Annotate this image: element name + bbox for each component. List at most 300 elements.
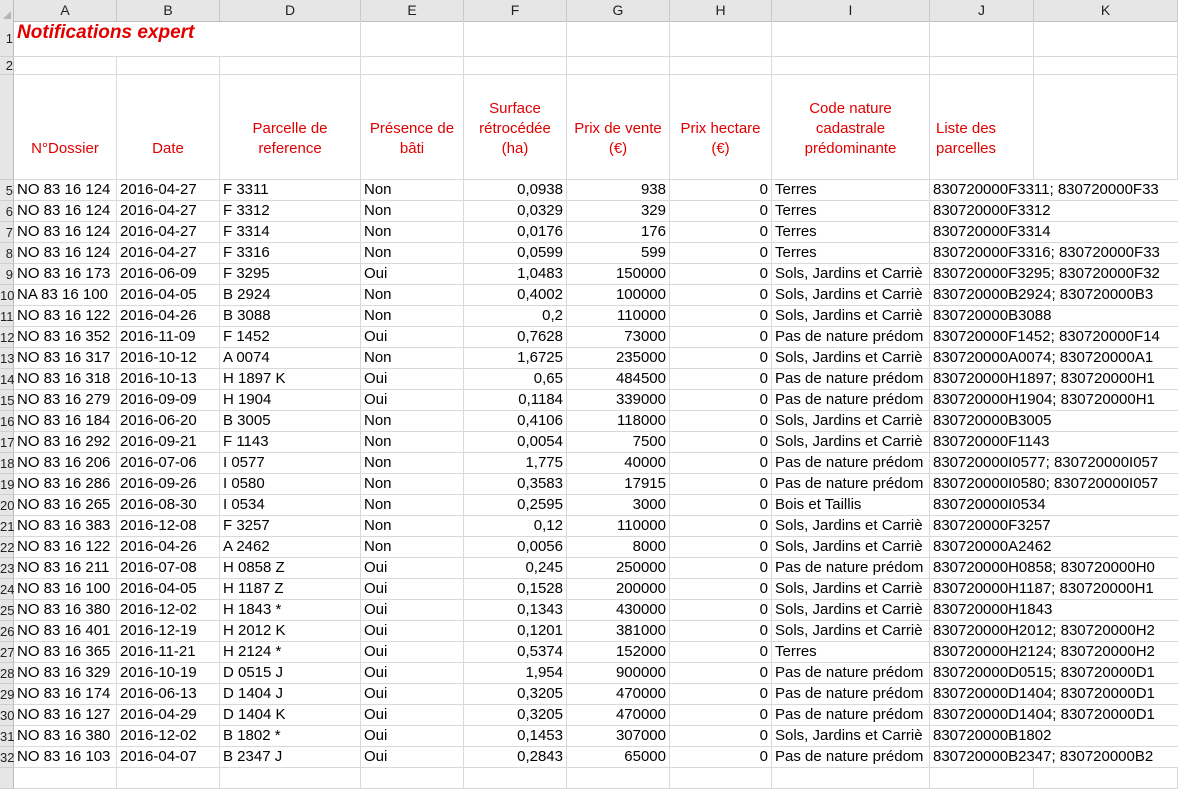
date-cell[interactable]: 2016-04-29 bbox=[117, 705, 220, 726]
dossier-cell[interactable]: NO 83 16 127 bbox=[14, 705, 117, 726]
bati-cell[interactable]: Oui bbox=[361, 264, 464, 285]
dossier-cell[interactable]: NO 83 16 380 bbox=[14, 726, 117, 747]
surface-cell[interactable]: 0,12 bbox=[464, 516, 567, 537]
bati-cell[interactable]: Oui bbox=[361, 327, 464, 348]
empty-cell[interactable] bbox=[464, 57, 567, 75]
surface-cell[interactable]: 0,5374 bbox=[464, 642, 567, 663]
surface-cell[interactable]: 0,1528 bbox=[464, 579, 567, 600]
liste-cell[interactable]: 830720000H2012; 830720000H2 bbox=[930, 621, 1178, 642]
prix-hectare-cell[interactable]: 0 bbox=[670, 306, 772, 327]
liste-cell[interactable]: 830720000D1404; 830720000D1 bbox=[930, 684, 1178, 705]
column-header-i[interactable]: I bbox=[772, 0, 930, 21]
bati-cell[interactable]: Non bbox=[361, 306, 464, 327]
surface-cell[interactable]: 0,1184 bbox=[464, 390, 567, 411]
dossier-cell[interactable]: NO 83 16 365 bbox=[14, 642, 117, 663]
row-header[interactable]: 10 bbox=[0, 285, 14, 306]
prix-hectare-cell[interactable]: 0 bbox=[670, 222, 772, 243]
row-header[interactable]: 30 bbox=[0, 705, 14, 726]
empty-cell[interactable] bbox=[220, 21, 361, 57]
empty-cell[interactable] bbox=[464, 21, 567, 57]
parcelle-cell[interactable]: D 0515 J bbox=[220, 663, 361, 684]
parcelle-cell[interactable]: H 2124 * bbox=[220, 642, 361, 663]
date-cell[interactable]: 2016-10-12 bbox=[117, 348, 220, 369]
empty-cell[interactable] bbox=[14, 768, 117, 789]
date-cell[interactable]: 2016-04-26 bbox=[117, 306, 220, 327]
prix-hectare-cell[interactable]: 0 bbox=[670, 411, 772, 432]
parcelle-cell[interactable]: H 2012 K bbox=[220, 621, 361, 642]
bati-cell[interactable]: Non bbox=[361, 411, 464, 432]
dossier-cell[interactable]: NO 83 16 124 bbox=[14, 201, 117, 222]
empty-cell[interactable] bbox=[670, 21, 772, 57]
bati-cell[interactable]: Oui bbox=[361, 684, 464, 705]
row-header[interactable]: 15 bbox=[0, 390, 14, 411]
date-cell[interactable]: 2016-06-20 bbox=[117, 411, 220, 432]
parcelle-cell[interactable]: A 0074 bbox=[220, 348, 361, 369]
surface-cell[interactable]: 0,2843 bbox=[464, 747, 567, 768]
row-header[interactable]: 11 bbox=[0, 306, 14, 327]
liste-cell[interactable]: 830720000H2124; 830720000H2 bbox=[930, 642, 1178, 663]
prix-cell[interactable]: 100000 bbox=[567, 285, 670, 306]
date-cell[interactable]: 2016-10-19 bbox=[117, 663, 220, 684]
bati-cell[interactable]: Non bbox=[361, 243, 464, 264]
prix-cell[interactable]: 73000 bbox=[567, 327, 670, 348]
liste-cell[interactable]: 830720000H1897; 830720000H1 bbox=[930, 369, 1178, 390]
row-header[interactable]: 2 bbox=[0, 57, 14, 75]
prix-cell[interactable]: 17915 bbox=[567, 474, 670, 495]
dossier-cell[interactable]: NO 83 16 383 bbox=[14, 516, 117, 537]
surface-cell[interactable]: 0,7628 bbox=[464, 327, 567, 348]
date-cell[interactable]: 2016-04-27 bbox=[117, 180, 220, 201]
prix-hectare-cell[interactable]: 0 bbox=[670, 432, 772, 453]
parcelle-cell[interactable]: D 1404 K bbox=[220, 705, 361, 726]
prix-cell[interactable]: 470000 bbox=[567, 684, 670, 705]
bati-cell[interactable]: Non bbox=[361, 201, 464, 222]
row-header[interactable]: 26 bbox=[0, 621, 14, 642]
nature-cell[interactable]: Sols, Jardins et Carriè bbox=[772, 411, 930, 432]
prix-hectare-cell[interactable]: 0 bbox=[670, 684, 772, 705]
nature-cell[interactable]: Pas de nature prédom bbox=[772, 705, 930, 726]
liste-cell[interactable]: 830720000F3314 bbox=[930, 222, 1178, 243]
date-cell[interactable]: 2016-11-09 bbox=[117, 327, 220, 348]
dossier-cell[interactable]: NO 83 16 122 bbox=[14, 306, 117, 327]
parcelle-cell[interactable]: B 1802 * bbox=[220, 726, 361, 747]
prix-hectare-cell[interactable]: 0 bbox=[670, 264, 772, 285]
date-cell[interactable]: 2016-12-08 bbox=[117, 516, 220, 537]
row-header[interactable]: 1 bbox=[0, 21, 14, 57]
nature-cell[interactable]: Sols, Jardins et Carriè bbox=[772, 432, 930, 453]
liste-cell[interactable]: 830720000F1452; 830720000F14 bbox=[930, 327, 1178, 348]
empty-cell[interactable] bbox=[772, 21, 930, 57]
nature-cell[interactable]: Terres bbox=[772, 222, 930, 243]
surface-cell[interactable]: 0,1343 bbox=[464, 600, 567, 621]
liste-cell[interactable]: 830720000B2347; 830720000B2 bbox=[930, 747, 1178, 768]
empty-cell[interactable] bbox=[1034, 75, 1178, 180]
liste-cell[interactable]: 830720000I0577; 830720000I057 bbox=[930, 453, 1178, 474]
surface-cell[interactable]: 0,65 bbox=[464, 369, 567, 390]
bati-cell[interactable]: Oui bbox=[361, 369, 464, 390]
date-cell[interactable]: 2016-04-05 bbox=[117, 285, 220, 306]
liste-cell[interactable]: 830720000H1904; 830720000H1 bbox=[930, 390, 1178, 411]
prix-hectare-cell[interactable]: 0 bbox=[670, 663, 772, 684]
prix-cell[interactable]: 150000 bbox=[567, 264, 670, 285]
nature-cell[interactable]: Pas de nature prédom bbox=[772, 558, 930, 579]
surface-cell[interactable]: 0,3205 bbox=[464, 705, 567, 726]
bati-cell[interactable]: Oui bbox=[361, 558, 464, 579]
liste-cell[interactable]: 830720000F3257 bbox=[930, 516, 1178, 537]
row-header[interactable]: 9 bbox=[0, 264, 14, 285]
row-header[interactable]: 18 bbox=[0, 453, 14, 474]
nature-cell[interactable]: Terres bbox=[772, 243, 930, 264]
parcelle-cell[interactable]: I 0577 bbox=[220, 453, 361, 474]
prix-hectare-cell[interactable]: 0 bbox=[670, 600, 772, 621]
column-header-e[interactable]: E bbox=[361, 0, 464, 21]
date-cell[interactable]: 2016-04-26 bbox=[117, 537, 220, 558]
row-header[interactable]: 8 bbox=[0, 243, 14, 264]
bati-cell[interactable]: Non bbox=[361, 495, 464, 516]
bati-cell[interactable]: Non bbox=[361, 516, 464, 537]
row-header[interactable]: 29 bbox=[0, 684, 14, 705]
prix-cell[interactable]: 484500 bbox=[567, 369, 670, 390]
row-header[interactable]: 21 bbox=[0, 516, 14, 537]
bati-cell[interactable]: Oui bbox=[361, 621, 464, 642]
prix-hectare-cell[interactable]: 0 bbox=[670, 369, 772, 390]
nature-cell[interactable]: Terres bbox=[772, 180, 930, 201]
row-header[interactable]: 5 bbox=[0, 180, 14, 201]
nature-cell[interactable]: Sols, Jardins et Carriè bbox=[772, 726, 930, 747]
dossier-cell[interactable]: NA 83 16 100 bbox=[14, 285, 117, 306]
prix-cell[interactable]: 8000 bbox=[567, 537, 670, 558]
column-header-g[interactable]: G bbox=[567, 0, 670, 21]
bati-cell[interactable]: Non bbox=[361, 432, 464, 453]
row-header[interactable]: 23 bbox=[0, 558, 14, 579]
prix-cell[interactable]: 900000 bbox=[567, 663, 670, 684]
prix-cell[interactable]: 329 bbox=[567, 201, 670, 222]
row-header[interactable]: 6 bbox=[0, 201, 14, 222]
bati-cell[interactable]: Oui bbox=[361, 600, 464, 621]
parcelle-cell[interactable]: D 1404 J bbox=[220, 684, 361, 705]
dossier-cell[interactable]: NO 83 16 352 bbox=[14, 327, 117, 348]
liste-cell[interactable]: 830720000F3295; 830720000F32 bbox=[930, 264, 1178, 285]
empty-cell[interactable] bbox=[567, 768, 670, 789]
prix-cell[interactable]: 152000 bbox=[567, 642, 670, 663]
dossier-cell[interactable]: NO 83 16 124 bbox=[14, 243, 117, 264]
dossier-cell[interactable]: NO 83 16 122 bbox=[14, 537, 117, 558]
empty-cell[interactable] bbox=[117, 57, 220, 75]
prix-cell[interactable]: 176 bbox=[567, 222, 670, 243]
prix-hectare-cell[interactable]: 0 bbox=[670, 642, 772, 663]
empty-cell[interactable] bbox=[117, 768, 220, 789]
bati-cell[interactable]: Non bbox=[361, 453, 464, 474]
nature-cell[interactable]: Sols, Jardins et Carriè bbox=[772, 579, 930, 600]
prix-hectare-cell[interactable]: 0 bbox=[670, 390, 772, 411]
parcelle-cell[interactable]: B 2924 bbox=[220, 285, 361, 306]
empty-cell[interactable] bbox=[1034, 768, 1178, 789]
liste-cell[interactable]: 830720000F3311; 830720000F33 bbox=[930, 180, 1178, 201]
bati-cell[interactable]: Non bbox=[361, 222, 464, 243]
surface-cell[interactable]: 0,0056 bbox=[464, 537, 567, 558]
parcelle-cell[interactable]: H 1187 Z bbox=[220, 579, 361, 600]
column-header-f[interactable]: F bbox=[464, 0, 567, 21]
date-cell[interactable]: 2016-04-27 bbox=[117, 201, 220, 222]
nature-cell[interactable]: Sols, Jardins et Carriè bbox=[772, 516, 930, 537]
parcelle-cell[interactable]: F 1452 bbox=[220, 327, 361, 348]
nature-cell[interactable]: Pas de nature prédom bbox=[772, 474, 930, 495]
nature-cell[interactable]: Sols, Jardins et Carriè bbox=[772, 348, 930, 369]
liste-cell[interactable]: 830720000F1143 bbox=[930, 432, 1178, 453]
empty-cell[interactable] bbox=[1034, 21, 1178, 57]
prix-cell[interactable]: 430000 bbox=[567, 600, 670, 621]
empty-cell[interactable] bbox=[567, 21, 670, 57]
row-header[interactable]: 12 bbox=[0, 327, 14, 348]
surface-cell[interactable]: 0,3583 bbox=[464, 474, 567, 495]
bati-cell[interactable]: Oui bbox=[361, 747, 464, 768]
surface-cell[interactable]: 0,0176 bbox=[464, 222, 567, 243]
nature-cell[interactable]: Sols, Jardins et Carriè bbox=[772, 600, 930, 621]
empty-cell[interactable] bbox=[361, 21, 464, 57]
prix-hectare-cell[interactable]: 0 bbox=[670, 243, 772, 264]
surface-cell[interactable]: 0,245 bbox=[464, 558, 567, 579]
empty-cell[interactable] bbox=[930, 21, 1034, 57]
parcelle-cell[interactable]: B 3005 bbox=[220, 411, 361, 432]
prix-hectare-cell[interactable]: 0 bbox=[670, 705, 772, 726]
nature-cell[interactable]: Sols, Jardins et Carriè bbox=[772, 621, 930, 642]
empty-cell[interactable] bbox=[361, 57, 464, 75]
date-cell[interactable]: 2016-10-13 bbox=[117, 369, 220, 390]
surface-cell[interactable]: 0,1201 bbox=[464, 621, 567, 642]
liste-cell[interactable]: 830720000I0534 bbox=[930, 495, 1178, 516]
dossier-cell[interactable]: NO 83 16 279 bbox=[14, 390, 117, 411]
prix-cell[interactable]: 7500 bbox=[567, 432, 670, 453]
column-header-b[interactable]: B bbox=[117, 0, 220, 21]
date-cell[interactable]: 2016-06-09 bbox=[117, 264, 220, 285]
prix-hectare-cell[interactable]: 0 bbox=[670, 327, 772, 348]
prix-hectare-cell[interactable]: 0 bbox=[670, 621, 772, 642]
bati-cell[interactable]: Non bbox=[361, 180, 464, 201]
date-cell[interactable]: 2016-04-05 bbox=[117, 579, 220, 600]
parcelle-cell[interactable]: F 1143 bbox=[220, 432, 361, 453]
surface-cell[interactable]: 1,775 bbox=[464, 453, 567, 474]
prix-hectare-cell[interactable]: 0 bbox=[670, 453, 772, 474]
prix-cell[interactable]: 339000 bbox=[567, 390, 670, 411]
nature-cell[interactable]: Pas de nature prédom bbox=[772, 390, 930, 411]
prix-hectare-cell[interactable]: 0 bbox=[670, 285, 772, 306]
dossier-cell[interactable]: NO 83 16 380 bbox=[14, 600, 117, 621]
prix-cell[interactable]: 110000 bbox=[567, 306, 670, 327]
dossier-cell[interactable]: NO 83 16 265 bbox=[14, 495, 117, 516]
parcelle-cell[interactable]: F 3257 bbox=[220, 516, 361, 537]
dossier-cell[interactable]: NO 83 16 173 bbox=[14, 264, 117, 285]
parcelle-cell[interactable]: A 2462 bbox=[220, 537, 361, 558]
liste-cell[interactable]: 830720000A0074; 830720000A1 bbox=[930, 348, 1178, 369]
row-header[interactable]: 16 bbox=[0, 411, 14, 432]
date-cell[interactable]: 2016-04-27 bbox=[117, 243, 220, 264]
prix-hectare-cell[interactable]: 0 bbox=[670, 537, 772, 558]
dossier-cell[interactable]: NO 83 16 206 bbox=[14, 453, 117, 474]
liste-cell[interactable]: 830720000F3312 bbox=[930, 201, 1178, 222]
dossier-cell[interactable]: NO 83 16 100 bbox=[14, 579, 117, 600]
liste-cell[interactable]: 830720000B1802 bbox=[930, 726, 1178, 747]
surface-cell[interactable]: 1,954 bbox=[464, 663, 567, 684]
dossier-cell[interactable]: NO 83 16 329 bbox=[14, 663, 117, 684]
empty-cell[interactable] bbox=[772, 768, 930, 789]
date-cell[interactable]: 2016-09-09 bbox=[117, 390, 220, 411]
empty-cell[interactable] bbox=[670, 57, 772, 75]
surface-cell[interactable]: 0,4106 bbox=[464, 411, 567, 432]
parcelle-cell[interactable]: F 3312 bbox=[220, 201, 361, 222]
liste-cell[interactable]: 830720000H1843 bbox=[930, 600, 1178, 621]
column-header-j[interactable]: J bbox=[930, 0, 1034, 21]
date-cell[interactable]: 2016-04-27 bbox=[117, 222, 220, 243]
liste-cell[interactable]: 830720000I0580; 830720000I057 bbox=[930, 474, 1178, 495]
prix-hectare-cell[interactable]: 0 bbox=[670, 201, 772, 222]
nature-cell[interactable]: Sols, Jardins et Carriè bbox=[772, 537, 930, 558]
nature-cell[interactable]: Terres bbox=[772, 642, 930, 663]
prix-cell[interactable]: 118000 bbox=[567, 411, 670, 432]
parcelle-cell[interactable]: B 3088 bbox=[220, 306, 361, 327]
nature-cell[interactable]: Terres bbox=[772, 201, 930, 222]
nature-cell[interactable]: Bois et Taillis bbox=[772, 495, 930, 516]
prix-cell[interactable]: 381000 bbox=[567, 621, 670, 642]
prix-cell[interactable]: 110000 bbox=[567, 516, 670, 537]
column-header-d[interactable]: D bbox=[220, 0, 361, 21]
surface-cell[interactable]: 0,2595 bbox=[464, 495, 567, 516]
empty-cell[interactable] bbox=[772, 57, 930, 75]
empty-cell[interactable] bbox=[1034, 57, 1178, 75]
prix-cell[interactable]: 235000 bbox=[567, 348, 670, 369]
row-header[interactable]: 25 bbox=[0, 600, 14, 621]
row-header[interactable]: 19 bbox=[0, 474, 14, 495]
parcelle-cell[interactable]: F 3316 bbox=[220, 243, 361, 264]
liste-cell[interactable]: 830720000D0515; 830720000D1 bbox=[930, 663, 1178, 684]
bati-cell[interactable]: Non bbox=[361, 537, 464, 558]
dossier-cell[interactable]: NO 83 16 401 bbox=[14, 621, 117, 642]
liste-cell[interactable]: 830720000H0858; 830720000H0 bbox=[930, 558, 1178, 579]
empty-cell[interactable] bbox=[670, 768, 772, 789]
date-cell[interactable]: 2016-12-02 bbox=[117, 600, 220, 621]
empty-cell[interactable] bbox=[14, 57, 117, 75]
surface-cell[interactable]: 0,1453 bbox=[464, 726, 567, 747]
date-cell[interactable]: 2016-12-02 bbox=[117, 726, 220, 747]
parcelle-cell[interactable]: H 1843 * bbox=[220, 600, 361, 621]
parcelle-cell[interactable]: H 0858 Z bbox=[220, 558, 361, 579]
empty-cell[interactable] bbox=[464, 768, 567, 789]
dossier-cell[interactable]: NO 83 16 211 bbox=[14, 558, 117, 579]
date-cell[interactable]: 2016-06-13 bbox=[117, 684, 220, 705]
surface-cell[interactable]: 0,4002 bbox=[464, 285, 567, 306]
liste-cell[interactable]: 830720000H1187; 830720000H1 bbox=[930, 579, 1178, 600]
column-header-a[interactable]: A bbox=[14, 0, 117, 21]
bati-cell[interactable]: Oui bbox=[361, 663, 464, 684]
dossier-cell[interactable]: NO 83 16 286 bbox=[14, 474, 117, 495]
nature-cell[interactable]: Pas de nature prédom bbox=[772, 747, 930, 768]
dossier-cell[interactable]: NO 83 16 184 bbox=[14, 411, 117, 432]
liste-cell[interactable]: 830720000A2462 bbox=[930, 537, 1178, 558]
row-header[interactable]: 24 bbox=[0, 579, 14, 600]
bati-cell[interactable]: Oui bbox=[361, 705, 464, 726]
prix-hectare-cell[interactable]: 0 bbox=[670, 516, 772, 537]
liste-cell[interactable]: 830720000B2924; 830720000B3 bbox=[930, 285, 1178, 306]
prix-hectare-cell[interactable]: 0 bbox=[670, 726, 772, 747]
column-header-k[interactable]: K bbox=[1034, 0, 1178, 21]
bati-cell[interactable]: Oui bbox=[361, 390, 464, 411]
row-header[interactable]: 14 bbox=[0, 369, 14, 390]
prix-hectare-cell[interactable]: 0 bbox=[670, 180, 772, 201]
nature-cell[interactable]: Sols, Jardins et Carriè bbox=[772, 306, 930, 327]
surface-cell[interactable]: 1,6725 bbox=[464, 348, 567, 369]
nature-cell[interactable]: Sols, Jardins et Carriè bbox=[772, 285, 930, 306]
prix-cell[interactable]: 470000 bbox=[567, 705, 670, 726]
bati-cell[interactable]: Oui bbox=[361, 642, 464, 663]
liste-cell[interactable]: 830720000B3088 bbox=[930, 306, 1178, 327]
nature-cell[interactable]: Pas de nature prédom bbox=[772, 663, 930, 684]
surface-cell[interactable]: 0,0329 bbox=[464, 201, 567, 222]
nature-cell[interactable]: Pas de nature prédom bbox=[772, 327, 930, 348]
prix-hectare-cell[interactable]: 0 bbox=[670, 579, 772, 600]
surface-cell[interactable]: 0,2 bbox=[464, 306, 567, 327]
surface-cell[interactable]: 0,0938 bbox=[464, 180, 567, 201]
date-cell[interactable]: 2016-08-30 bbox=[117, 495, 220, 516]
dossier-cell[interactable]: NO 83 16 317 bbox=[14, 348, 117, 369]
prix-cell[interactable]: 938 bbox=[567, 180, 670, 201]
parcelle-cell[interactable]: H 1904 bbox=[220, 390, 361, 411]
date-cell[interactable]: 2016-07-08 bbox=[117, 558, 220, 579]
row-header[interactable]: 20 bbox=[0, 495, 14, 516]
row-header[interactable]: 17 bbox=[0, 432, 14, 453]
surface-cell[interactable]: 0,3205 bbox=[464, 684, 567, 705]
dossier-cell[interactable]: NO 83 16 124 bbox=[14, 222, 117, 243]
bati-cell[interactable]: Non bbox=[361, 474, 464, 495]
dossier-cell[interactable]: NO 83 16 318 bbox=[14, 369, 117, 390]
prix-cell[interactable]: 65000 bbox=[567, 747, 670, 768]
prix-hectare-cell[interactable]: 0 bbox=[670, 474, 772, 495]
row-header[interactable]: 7 bbox=[0, 222, 14, 243]
bati-cell[interactable]: Non bbox=[361, 348, 464, 369]
parcelle-cell[interactable]: B 2347 J bbox=[220, 747, 361, 768]
bati-cell[interactable]: Oui bbox=[361, 726, 464, 747]
empty-cell[interactable] bbox=[930, 768, 1034, 789]
dossier-cell[interactable]: NO 83 16 292 bbox=[14, 432, 117, 453]
parcelle-cell[interactable]: F 3311 bbox=[220, 180, 361, 201]
date-cell[interactable]: 2016-07-06 bbox=[117, 453, 220, 474]
parcelle-cell[interactable]: F 3295 bbox=[220, 264, 361, 285]
dossier-cell[interactable]: NO 83 16 124 bbox=[14, 180, 117, 201]
empty-cell[interactable] bbox=[567, 57, 670, 75]
parcelle-cell[interactable]: F 3314 bbox=[220, 222, 361, 243]
row-header[interactable]: 32 bbox=[0, 747, 14, 768]
prix-cell[interactable]: 250000 bbox=[567, 558, 670, 579]
bati-cell[interactable]: Non bbox=[361, 285, 464, 306]
row-header[interactable]: 22 bbox=[0, 537, 14, 558]
empty-cell[interactable] bbox=[220, 768, 361, 789]
column-header-h[interactable]: H bbox=[670, 0, 772, 21]
liste-cell[interactable]: 830720000D1404; 830720000D1 bbox=[930, 705, 1178, 726]
dossier-cell[interactable]: NO 83 16 103 bbox=[14, 747, 117, 768]
prix-hectare-cell[interactable]: 0 bbox=[670, 348, 772, 369]
surface-cell[interactable]: 1,0483 bbox=[464, 264, 567, 285]
row-header[interactable]: 28 bbox=[0, 663, 14, 684]
row-header[interactable]: 13 bbox=[0, 348, 14, 369]
nature-cell[interactable]: Pas de nature prédom bbox=[772, 684, 930, 705]
liste-cell[interactable]: 830720000B3005 bbox=[930, 411, 1178, 432]
nature-cell[interactable]: Sols, Jardins et Carriè bbox=[772, 264, 930, 285]
date-cell[interactable]: 2016-12-19 bbox=[117, 621, 220, 642]
surface-cell[interactable]: 0,0054 bbox=[464, 432, 567, 453]
prix-hectare-cell[interactable]: 0 bbox=[670, 558, 772, 579]
prix-cell[interactable]: 307000 bbox=[567, 726, 670, 747]
row-header[interactable]: 27 bbox=[0, 642, 14, 663]
empty-cell[interactable] bbox=[361, 768, 464, 789]
prix-hectare-cell[interactable]: 0 bbox=[670, 747, 772, 768]
